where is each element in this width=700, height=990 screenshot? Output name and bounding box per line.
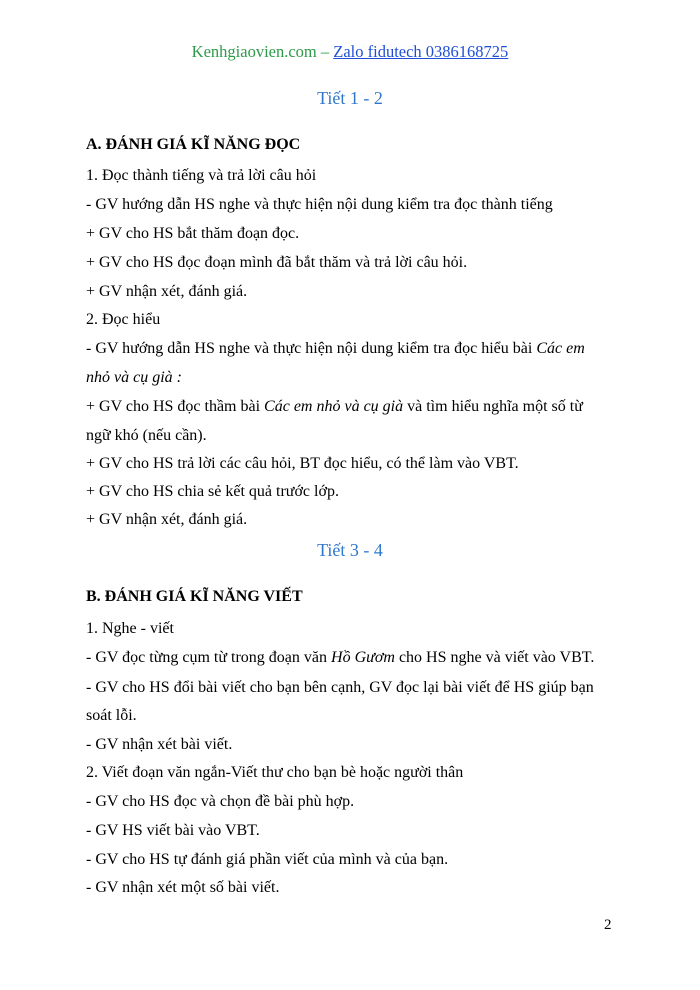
text-line: + GV cho HS trả lời các câu hỏi, BT đọc hiểu, có thể làm vào VBT. — [86, 455, 519, 472]
text-line: soát lỗi. — [86, 707, 137, 724]
subheading-read-aloud: 1. Đọc thành tiếng và trả lời câu hỏi — [86, 167, 317, 184]
subheading-dictation: 1. Nghe - viết — [86, 620, 174, 637]
lesson-title-3-4: Tiết 3 - 4 — [317, 540, 383, 560]
page-header — [0, 40, 700, 64]
text-line: ngữ khó (nếu cần). — [86, 427, 207, 444]
book-title: Các em — [536, 340, 585, 357]
text-line — [86, 647, 646, 669]
text-line — [86, 396, 646, 418]
section-title-writing: B. ĐÁNH GIÁ KĨ NĂNG VIẾT — [86, 588, 303, 605]
text-line: - GV HS viết bài vào VBT. — [86, 822, 260, 839]
text-line — [86, 367, 646, 389]
text-span: cho HS nghe và viết vào VBT. — [394, 649, 595, 666]
text-line: - GV cho HS tự đánh giá phần viết của mình và của bạn. — [86, 851, 449, 868]
text-line: + GV nhận xét, đánh giá. — [86, 283, 248, 300]
text-line: - GV cho HS đọc và chọn đề bài phù hợp. — [86, 793, 355, 810]
text-span: và tìm hiểu nghĩa một số từ — [403, 398, 583, 415]
contact-link[interactable]: Zalo fidutech 0386168725 — [333, 42, 509, 61]
header-separator: – — [316, 42, 334, 61]
page-number: 2 — [604, 917, 612, 933]
text-span: + GV cho HS đọc thầm bài — [86, 398, 265, 415]
section-title-reading: A. ĐÁNH GIÁ KĨ NĂNG ĐỌC — [86, 136, 301, 153]
subheading-reading-comprehension: 2. Đọc hiểu — [86, 311, 161, 328]
text-line: + GV cho HS đọc đoạn mình đã bắt thăm và trả lời câu hỏi. — [86, 254, 468, 271]
text-span: - GV đọc từng cụm từ trong đoạn văn — [86, 649, 332, 666]
text-line: - GV nhận xét một số bài viết. — [86, 879, 280, 896]
text-line: + GV cho HS chia sẻ kết quả trước lớp. — [86, 483, 339, 500]
passage-title: Hồ Gươm — [331, 649, 395, 666]
text-span: - GV hướng dẫn HS nghe và thực hiện nội dung kiểm tra đọc hiểu bài — [86, 340, 537, 357]
book-title: Các em nhỏ và cụ già — [264, 398, 404, 415]
site-link[interactable]: Kenhgiaovien.com — [191, 42, 317, 61]
text-line: + GV cho HS bắt thăm đoạn đọc. — [86, 225, 300, 242]
subheading-short-paragraph: 2. Viết đoạn văn ngắn-Viết thư cho bạn bè hoặc người thân — [86, 764, 464, 781]
text-line: - GV nhận xét bài viết. — [86, 736, 233, 753]
text-line: + GV nhận xét, đánh giá. — [86, 511, 248, 528]
text-line: - GV hướng dẫn HS nghe và thực hiện nội dung kiểm tra đọc thành tiếng — [86, 196, 553, 213]
book-title-continued: nhỏ và cụ già : — [86, 369, 182, 386]
lesson-title-1-2: Tiết 1 - 2 — [317, 88, 383, 108]
text-line: - GV cho HS đổi bài viết cho bạn bên cạnh, GV đọc lại bài viết để HS giúp bạn — [86, 679, 594, 696]
text-line — [86, 338, 646, 360]
